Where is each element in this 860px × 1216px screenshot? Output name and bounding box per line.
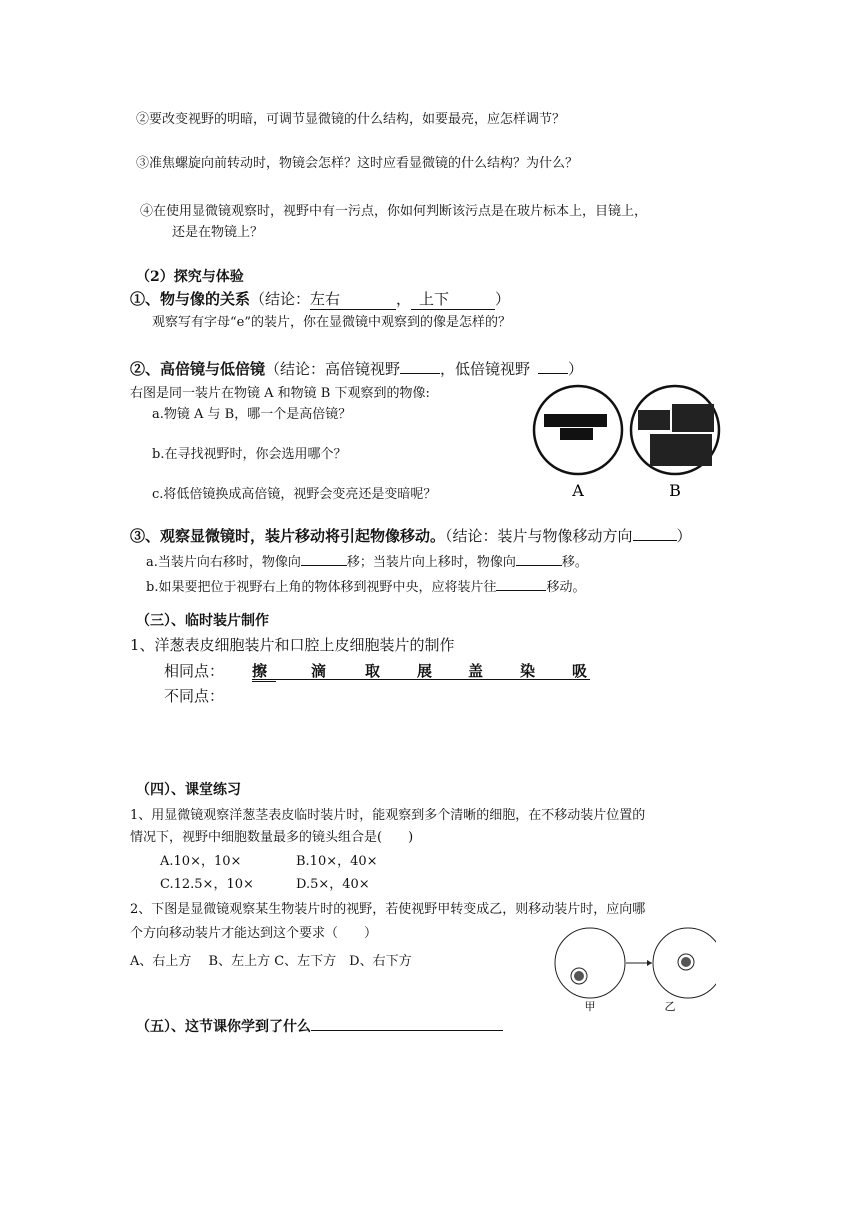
exercise1-line1: 1、用显微镜观察洋葱茎表皮临时装片时，能观察到多个清晰的细胞，在不移动装片位置的	[130, 808, 646, 823]
item3-qb-blank	[496, 577, 546, 591]
exercise2-line2: 个方向移动装片才能达到这个要求（ ）	[130, 926, 378, 941]
item2-post: ）	[568, 360, 584, 378]
exercise1-option-d: D.5×，40×	[296, 877, 370, 892]
item3-line	[130, 525, 692, 546]
item3-qb-part1: b.如果要把位于视野右上角的物体移到视野中央，应将装片往	[146, 580, 497, 595]
item2-question-b: b.在寻找视野时，你会选用哪个？	[152, 447, 347, 462]
item3-qa-part3: 移。	[561, 555, 588, 570]
exercise1-option-b: B.10×，40×	[296, 854, 378, 869]
exercise1-option-a: A.10×，10×	[160, 854, 242, 869]
item3-qa-blank-2	[516, 552, 562, 566]
item3-qa-part2: 移；当装片向上移时，物像向	[346, 555, 516, 570]
item1-pre: （结论：	[250, 290, 311, 308]
item2-pre: （结论：高倍镜视野	[265, 360, 401, 378]
item1-answer-2: 上下	[411, 288, 495, 310]
step-7: 吸	[572, 662, 588, 680]
item2-title: ②、高倍镜与低倍镜	[130, 360, 266, 378]
item2-mid: ，低倍镜视野	[440, 360, 531, 378]
item3-pre: （结论：装片与物像移动方向	[445, 527, 633, 545]
item3-qb-part2: 移动。	[546, 580, 586, 595]
question-4-line1: ④在使用显微镜观察时，视野中有一污点，你如何判断该污点是在玻片标本上，目镜上，	[140, 204, 648, 219]
field-yi	[653, 928, 716, 998]
item3-question-a	[146, 551, 588, 570]
label-jia: 甲	[584, 1000, 596, 1013]
exercise2-line1: 2、下图是显微镜观察某生物装片时的视野，若使视野甲转变成乙，则移动装片时，应向哪	[130, 902, 646, 917]
explore-heading: （2）探究与体验	[136, 269, 244, 285]
item1-line	[130, 288, 510, 310]
step-6: 染	[520, 662, 536, 680]
field-shift-figure	[552, 926, 716, 1016]
exercise2-options: A、右上方 B、左上方 C、左下方 D、右下方	[130, 954, 412, 969]
exercise1-line2: 情况下，视野中细胞数量最多的镜头组合是( )	[130, 830, 414, 845]
steps-underline	[252, 679, 590, 680]
label-b: B	[669, 481, 681, 500]
section3-line1: 1、洋葱表皮细胞装片和口腔上皮细胞装片的制作	[130, 636, 455, 654]
item3-question-b	[146, 576, 585, 595]
item1-question: 观察写有字母“e”的装片，你在显微镜中观察到的像是怎样的？	[152, 315, 511, 330]
step-4: 展	[417, 662, 433, 680]
question-2: ②要改变视野的明暗，可调节显微镜的什么结构，如要最亮，应怎样调节？	[136, 112, 566, 127]
section5-line	[136, 1016, 503, 1036]
item2-intro: 右图是同一装片在物镜 A 和物镜 B 下观察到的物像:	[130, 386, 430, 401]
step-5: 盖	[468, 662, 484, 680]
exercise1-option-c: C.12.5×，10×	[160, 877, 254, 892]
item2-question-a: a.物镜 A 与 B，哪一个是高倍镜？	[152, 407, 352, 422]
item3-blank	[633, 525, 677, 541]
item2-blank-1	[400, 358, 440, 374]
same-label: 相同点：	[164, 662, 225, 680]
section5-blank	[311, 1016, 503, 1031]
item2-question-c: c.将低倍镜换成高倍镜，视野会变亮还是变暗呢？	[152, 487, 437, 502]
label-yi: 乙	[664, 1000, 676, 1013]
section4-heading: （四）、课堂练习	[136, 782, 241, 798]
item3-post: ）	[676, 527, 692, 545]
objective-fields-figure	[528, 384, 728, 504]
question-4-line2: 还是在物镜上？	[172, 225, 264, 240]
step-1: 擦	[252, 660, 276, 682]
field-b	[631, 386, 719, 474]
section3-heading: （三）、临时装片制作	[136, 613, 269, 629]
section5-heading: （五）、这节课你学到了什么	[136, 1019, 311, 1035]
item2-blank-2	[538, 358, 568, 374]
item3-qa-part1: a.当装片向右移时，物像向	[146, 555, 301, 570]
item1-mid: ，	[396, 290, 412, 308]
label-a: A	[572, 481, 584, 500]
item2-line	[130, 358, 583, 379]
item3-title: ③、观察显微镜时，装片移动将引起物像移动。	[130, 527, 446, 545]
item1-post: ）	[495, 290, 511, 308]
item3-qa-blank-1	[301, 552, 347, 566]
same-points-row	[164, 660, 224, 681]
field-a	[534, 386, 622, 474]
step-3: 取	[365, 662, 381, 680]
diff-label: 不同点：	[164, 687, 225, 705]
item1-title: ①、物与像的关系	[130, 290, 251, 308]
item1-answer-1: 左右	[310, 288, 396, 310]
field-jia	[555, 928, 625, 998]
arrow-icon	[626, 960, 652, 966]
question-3: ③准焦螺旋向前转动时，物镜会怎样？这时应看显微镜的什么结构？为什么？	[136, 156, 579, 171]
step-2: 滴	[311, 662, 327, 680]
